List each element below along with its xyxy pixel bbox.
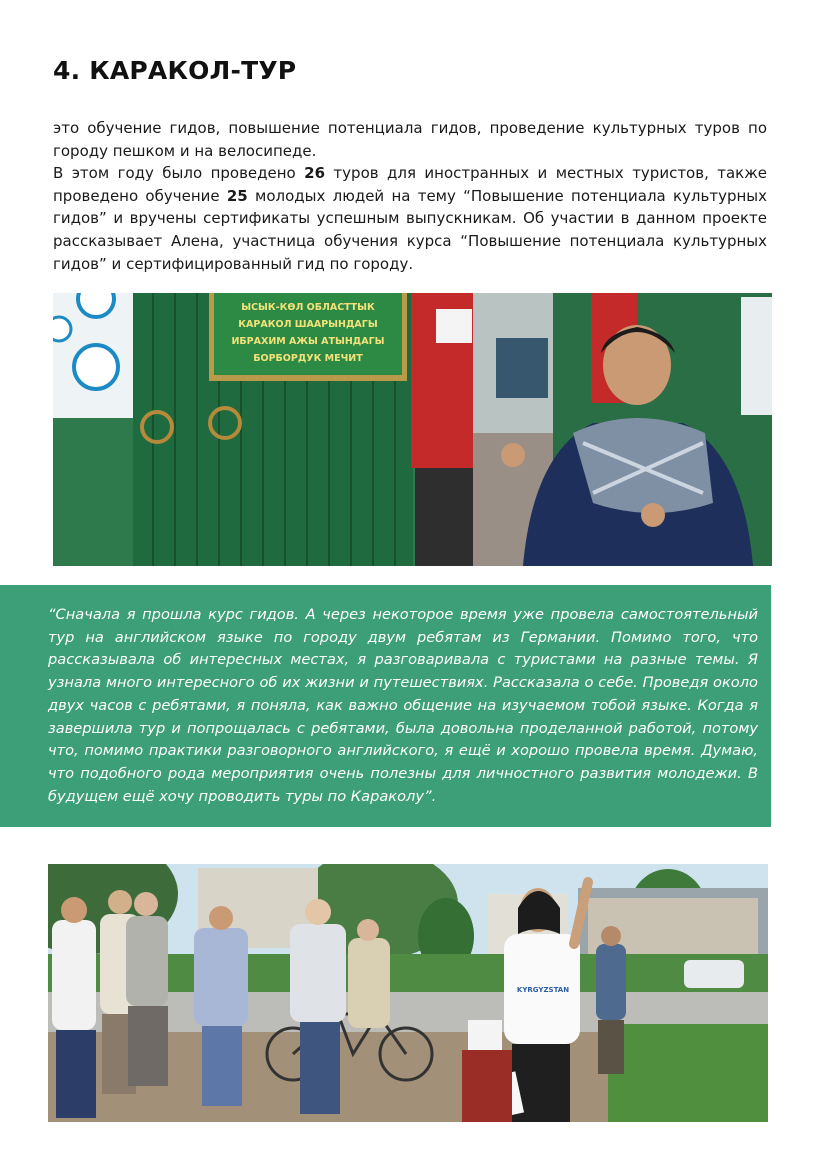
intro-text-b: туров для иностранных и местных туристов, также проведено обучение [53, 164, 767, 205]
gate-sign-line: ЫСЫК-КӨЛ ОБЛАСТТЫК [241, 302, 375, 313]
quote-text: “Сначала я прошла курс гидов. А через некоторое время уже провела самостоятельный тур на английском языке по городу двум ребятам из Германии. Помимо того, что рассказывала об интересных местах, я разговаривала с туристами на разные темы. Я узнала много интересного об их жизни и путешествиях. Рассказала о себе. Проведя около двух часов с ребятами, я поняла, как важно общение на изучаемом тобой языке. Когда я завершила тур и попрощалась с ребятами, была довольна проделанной работой, потому что, помимо практики разговорного английского, я ещё и хорошо провела время. Думаю, что подобного рода мероприятия очень полезны для личностного развития молодежи. В будущем ещё хочу проводить туры по Караколу”. [48, 606, 758, 805]
tours-count: 26 [304, 164, 326, 183]
tour-group-photo [48, 864, 768, 1122]
tour-group-illustration [48, 864, 768, 1122]
intro-text-a: В этом году было проведено [53, 164, 305, 183]
gate-sign [214, 299, 402, 367]
gate-sign-line: БОРБОРДУК МЕЧИТ [253, 353, 363, 364]
guide-at-gate-photo [53, 293, 772, 566]
section-number: 4. [53, 56, 81, 85]
gate-sign-line: ИБРАХИМ АЖЫ АТЫНДАГЫ [231, 336, 385, 347]
shirt-text: KYRGYZSTAN [516, 986, 570, 994]
trainees-count: 25 [226, 186, 248, 205]
section-heading [53, 56, 296, 85]
intro-text-c: молодых людей на тему “Повышение потенциала культурных гидов” и вручены сертификаты успешным выпускникам. Об участии в данном проекте рассказывает Алена, участница обучения курса “Повышение потенциала культурных гидов” и сертифицированный гид по городу. [53, 186, 768, 273]
intro-text [53, 117, 767, 275]
intro-paragraph-1: это обучение гидов, повышение потенциала гидов, проведение культурных туров по городу пешком и на велосипеде. [53, 119, 767, 160]
gate-sign-line: КАРАКОЛ ШААРЫНДАГЫ [238, 319, 378, 330]
section-title: КАРАКОЛ-ТУР [89, 56, 297, 85]
intro-paragraph-2 [53, 162, 767, 275]
guide-at-gate-illustration [53, 293, 772, 566]
